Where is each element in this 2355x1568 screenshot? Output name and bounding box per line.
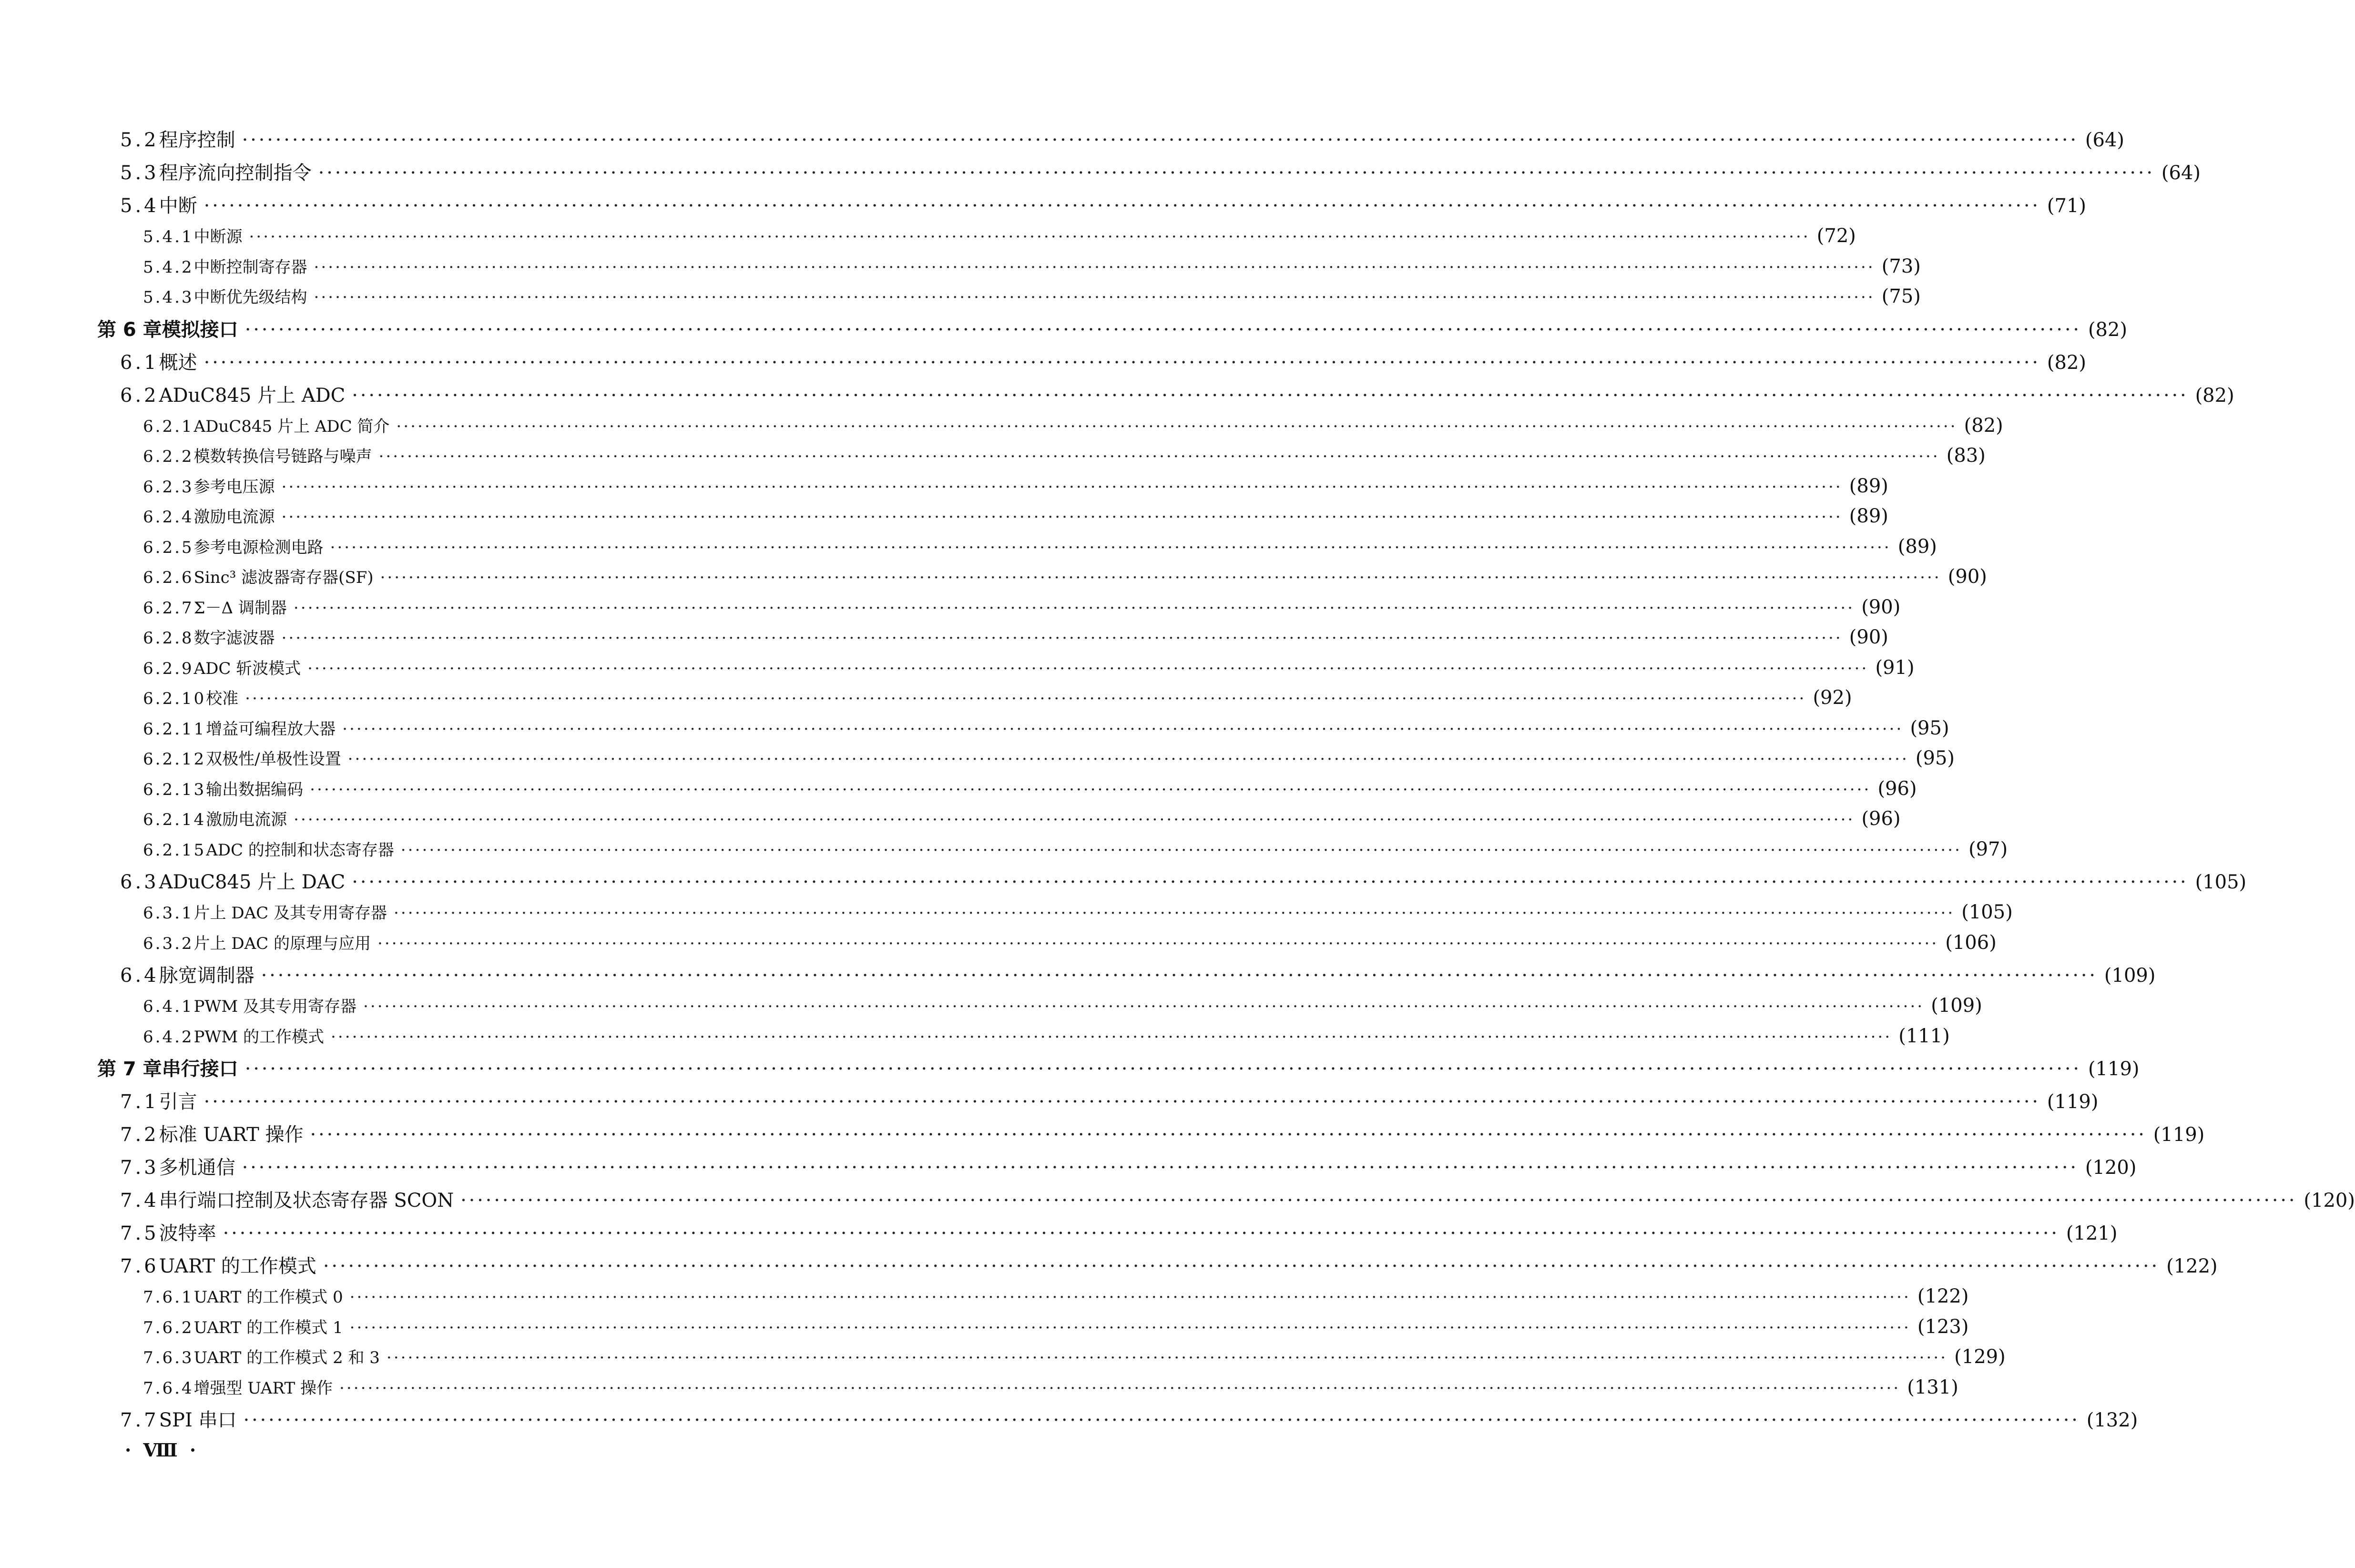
toc-entry-page: (105) — [1961, 901, 2013, 923]
toc-entry-title: 串行接口 — [162, 1058, 238, 1080]
toc-entry-number: 6.3.1 — [143, 904, 194, 923]
toc-entry-number: 6.2.6 — [143, 568, 194, 587]
toc-entry-number: 6.2.15 — [143, 840, 206, 860]
toc-entry-page: (129) — [1954, 1346, 2006, 1368]
toc-subsection-row[interactable] — [0, 1344, 2006, 1375]
toc-leader-dots: ···························································································································································································································· — [330, 538, 1891, 557]
toc-leader-dots: ···························································································································································································································· — [242, 1157, 2079, 1179]
toc-subsection-row[interactable] — [0, 776, 1917, 807]
toc-subsection-row[interactable] — [0, 625, 1888, 655]
toc-entry-title: 参考电源检测电路 — [194, 538, 324, 557]
toc-leader-dots: ···························································································································································································································· — [349, 1288, 1911, 1307]
toc-entry-number: 5.4 — [120, 195, 159, 217]
toc-leader-dots: ···························································································································································································································· — [293, 598, 1855, 618]
toc-leader-dots: ···························································································································································································································· — [245, 689, 1806, 708]
toc-entry-page: (96) — [1877, 777, 1917, 800]
toc-entry-number: 5.2 — [120, 129, 159, 151]
toc-entry-page: (119) — [2047, 1091, 2099, 1113]
toc-leader-dots: ···························································································································································································································· — [243, 1409, 2080, 1431]
toc-entry-title: Sinc³ 滤波器寄存器(SF) — [194, 568, 374, 587]
toc-subsection-row[interactable] — [0, 1375, 1958, 1405]
toc-leader-dots: ···························································································································································································································· — [281, 508, 1843, 527]
toc-entry-number: 7.6.3 — [143, 1348, 194, 1367]
toc-leader-dots: ···························································································································································································································· — [378, 447, 1940, 466]
toc-subsection-row[interactable] — [0, 534, 1937, 565]
toc-leader-dots: ···························································································································································································································· — [386, 1348, 1948, 1367]
toc-entry-page: (119) — [2153, 1124, 2205, 1146]
toc-leader-dots: ···························································································································································································································· — [294, 810, 1855, 829]
toc-leader-dots: ···························································································································································································································· — [339, 1378, 1901, 1398]
toc-subsection-row[interactable] — [0, 746, 1955, 776]
toc-leader-dots: ···························································································································································································································· — [318, 162, 2155, 184]
toc-entry-number: 5.4.1 — [143, 227, 194, 246]
toc-entry-page: (90) — [1861, 596, 1901, 618]
toc-entry-page: (90) — [1849, 626, 1888, 648]
toc-leader-dots: ···························································································································································································································· — [330, 1027, 1892, 1047]
toc-leader-dots: ···························································································································································································································· — [314, 257, 1875, 277]
toc-entry-number: 7.4 — [120, 1190, 159, 1212]
toc-entry-page: (90) — [1947, 566, 1987, 588]
toc-entry-number: 6.2.8 — [143, 629, 194, 648]
toc-section-row[interactable] — [0, 347, 2086, 380]
toc-section-row[interactable] — [0, 380, 2234, 413]
toc-leader-dots: ···························································································································································································································· — [245, 318, 2081, 341]
toc-leader-dots: ···························································································································································································································· — [342, 719, 1904, 739]
toc-entry-page: (64) — [2161, 162, 2201, 184]
toc-subsection-row[interactable] — [0, 443, 1986, 474]
toc-entry-number: 7.6 — [120, 1255, 159, 1277]
toc-leader-dots: ···························································································································································································································· — [310, 1124, 2147, 1146]
toc-entry-title: UART 的工作模式 — [159, 1255, 316, 1277]
toc-entry-number: 6.2.12 — [143, 750, 206, 769]
toc-entry-number: 6.4.2 — [143, 1027, 194, 1047]
toc-entry-page: (95) — [1910, 717, 1949, 739]
toc-section-row[interactable] — [0, 1120, 2205, 1152]
toc-entry-page: (119) — [2088, 1058, 2140, 1080]
toc-entry-title: 输出数据编码 — [206, 780, 304, 799]
toc-entry-number: 6.2.2 — [143, 447, 194, 466]
toc-entry-page: (71) — [2047, 195, 2086, 217]
toc-subsection-row[interactable] — [0, 930, 1997, 961]
toc-entry-page: (64) — [2085, 129, 2124, 151]
toc-leader-dots: ···························································································································································································································· — [377, 934, 1939, 953]
toc-leader-dots: ···························································································································································································································· — [281, 477, 1843, 497]
toc-chapter-row[interactable] — [0, 1054, 2140, 1087]
toc-entry-title: ADuC845 片上 DAC — [159, 871, 346, 893]
toc-subsection-row[interactable] — [0, 1024, 1950, 1054]
toc-entry-page: (109) — [1931, 995, 1982, 1017]
toc-leader-dots: ···························································································································································································································· — [204, 351, 2040, 374]
toc-leader-dots: ···························································································································································································································· — [460, 1190, 2297, 1212]
toc-entry-title: 概述 — [159, 351, 197, 374]
toc-entry-number: 6.2.4 — [143, 508, 194, 527]
toc-entry-title: 模数转换信号链路与噪声 — [194, 447, 372, 466]
toc-subsection-row[interactable] — [0, 254, 1921, 285]
toc-entry-page: (106) — [1945, 931, 1997, 954]
toc-entry-number: 第 7 章 — [97, 1058, 162, 1080]
toc-subsection-row[interactable] — [0, 474, 1888, 504]
toc-leader-dots: ···························································································································································································································· — [261, 965, 2098, 987]
toc-entry-number: 6.2.10 — [143, 689, 206, 708]
toc-entry-number: 6.2.11 — [143, 719, 206, 739]
toc-leader-dots: ···························································································································································································································· — [307, 659, 1869, 678]
toc-entry-title: SPI 串口 — [159, 1409, 237, 1431]
toc-entry-number: 第 6 章 — [97, 318, 162, 341]
toc-entry-number: 7.7 — [120, 1409, 159, 1431]
toc-entry-page: (89) — [1849, 505, 1888, 527]
toc-leader-dots: ···························································································································································································································· — [204, 1091, 2040, 1113]
toc-section-row[interactable] — [0, 1152, 2137, 1185]
toc-entry-number: 6.2.3 — [143, 477, 194, 497]
toc-entry-title: 片上 DAC 的原理与应用 — [194, 934, 371, 953]
toc-entry-title: 程序流向控制指令 — [159, 162, 312, 184]
toc-subsection-row[interactable] — [0, 595, 1901, 625]
page-number: · Ⅷ · — [125, 1439, 199, 1461]
toc-leader-dots: ···························································································································································································································· — [352, 384, 2189, 407]
toc-entry-title: PWM 的工作模式 — [194, 1027, 324, 1047]
toc-leader-dots: ···························································································································································································································· — [281, 629, 1843, 648]
toc-entry-number: 6.2.14 — [143, 810, 206, 829]
toc-leader-dots: ···························································································································································································································· — [314, 288, 1875, 307]
toc-entry-number: 7.6.2 — [143, 1318, 194, 1337]
toc-subsection-row[interactable] — [0, 284, 1921, 315]
toc-entry-page: (82) — [1964, 414, 2003, 437]
toc-section-row[interactable] — [0, 158, 2201, 191]
toc-entry-title: PWM 及其专用寄存器 — [194, 997, 357, 1016]
toc-entry-page: (109) — [2104, 965, 2156, 987]
toc-leader-dots: ···························································································································································································································· — [249, 227, 1810, 246]
toc-leader-dots: ···························································································································································································································· — [363, 997, 1925, 1016]
toc-section-row[interactable] — [0, 1251, 2218, 1284]
toc-entry-title: 激励电流源 — [194, 508, 275, 527]
toc-entry-page: (92) — [1813, 687, 1852, 709]
toc-leader-dots: ···························································································································································································································· — [396, 417, 1957, 436]
toc-entry-number: 7.2 — [120, 1124, 159, 1146]
toc-entry-title: ADC 斩波模式 — [194, 659, 301, 678]
toc-entry-number: 7.1 — [120, 1091, 159, 1113]
toc-entry-title: 中断源 — [194, 227, 243, 246]
toc-entry-number: 6.2.13 — [143, 780, 206, 799]
toc-entry-title: 引言 — [159, 1091, 197, 1113]
toc-entry-title: 串行端口控制及状态寄存器 SCON — [159, 1190, 454, 1212]
toc-entry-number: 6.1 — [120, 351, 159, 374]
toc-entry-title: UART 的工作模式 2 和 3 — [194, 1348, 380, 1367]
toc-entry-title: 脉宽调制器 — [159, 965, 255, 987]
toc-leader-dots: ···························································································································································································································· — [204, 195, 2040, 217]
toc-section-row[interactable] — [0, 1405, 2138, 1438]
toc-entry-page: (131) — [1907, 1376, 1958, 1398]
toc-entry-title: 波特率 — [159, 1222, 216, 1244]
toc-subsection-row[interactable] — [0, 504, 1888, 534]
toc-leader-dots: ···························································································································································································································· — [352, 871, 2189, 893]
toc-entry-title: 模拟接口 — [162, 318, 238, 341]
toc-subsection-row[interactable] — [0, 993, 1982, 1024]
toc-entry-title: 参考电压源 — [194, 477, 275, 497]
toc-entry-title: ADuC845 片上 ADC 简介 — [194, 417, 390, 436]
toc-section-row[interactable] — [0, 960, 2156, 993]
toc-entry-page: (82) — [2195, 384, 2234, 407]
toc-entry-page: (122) — [1917, 1285, 1969, 1307]
toc-entry-title: 多机通信 — [159, 1157, 235, 1179]
toc-entry-page: (121) — [2066, 1222, 2118, 1244]
toc-entry-title: 程序控制 — [159, 129, 235, 151]
toc-entry-number: 6.3.2 — [143, 934, 194, 953]
toc-entry-page: (83) — [1946, 445, 1986, 467]
toc-entry-page: (120) — [2085, 1157, 2137, 1179]
toc-entry-title: ADuC845 片上 ADC — [159, 384, 346, 407]
toc-entry-title: 中断 — [159, 195, 197, 217]
toc-entry-title: 增强型 UART 操作 — [194, 1378, 333, 1398]
table-of-contents — [0, 125, 2355, 1438]
toc-entry-number: 6.4 — [120, 965, 159, 987]
toc-entry-number: 7.6.1 — [143, 1288, 194, 1307]
toc-entry-page: (105) — [2195, 871, 2247, 893]
toc-subsection-row[interactable] — [0, 685, 1852, 716]
toc-subsection-row[interactable] — [0, 900, 2013, 930]
toc-subsection-row[interactable] — [0, 224, 1856, 254]
toc-leader-dots: ···························································································································································································································· — [400, 840, 1962, 860]
toc-entry-title: 激励电流源 — [206, 810, 287, 829]
toc-subsection-row[interactable] — [0, 716, 1949, 746]
toc-entry-number: 7.3 — [120, 1157, 159, 1179]
toc-entry-page: (82) — [2088, 318, 2128, 341]
toc-entry-page: (82) — [2047, 351, 2086, 374]
toc-entry-number: 5.3 — [120, 162, 159, 184]
toc-leader-dots: ···························································································································································································································· — [223, 1222, 2059, 1244]
toc-leader-dots: ···························································································································································································································· — [323, 1255, 2160, 1277]
toc-leader-dots: ···························································································································································································································· — [393, 904, 1955, 923]
toc-entry-title: Σ－Δ 调制器 — [194, 598, 287, 618]
toc-subsection-row[interactable] — [0, 837, 2008, 867]
toc-entry-title: 片上 DAC 及其专用寄存器 — [194, 904, 387, 923]
toc-section-row[interactable] — [0, 867, 2247, 900]
toc-subsection-row[interactable] — [0, 413, 2003, 444]
toc-entry-title: 双极性/单极性设置 — [206, 750, 341, 769]
toc-section-row[interactable] — [0, 1218, 2118, 1251]
toc-chapter-row[interactable] — [0, 315, 2128, 347]
toc-leader-dots: ···························································································································································································································· — [245, 1058, 2081, 1080]
toc-entry-page: (91) — [1875, 656, 1915, 679]
toc-entry-title: 增益可编程放大器 — [206, 719, 336, 739]
toc-entry-page: (73) — [1881, 255, 1921, 277]
toc-section-row[interactable] — [0, 1087, 2099, 1120]
toc-entry-page: (96) — [1861, 808, 1901, 830]
toc-entry-number: 6.2.7 — [143, 598, 194, 618]
toc-entry-title: UART 的工作模式 1 — [194, 1318, 343, 1337]
toc-entry-number: 5.4.3 — [143, 288, 194, 307]
toc-entry-number: 7.6.4 — [143, 1378, 194, 1398]
toc-entry-page: (72) — [1816, 225, 1856, 247]
toc-entry-page: (132) — [2086, 1409, 2138, 1431]
toc-subsection-row[interactable] — [0, 655, 1915, 686]
toc-entry-number: 6.2 — [120, 384, 159, 407]
toc-entry-title: ADC 的控制和状态寄存器 — [206, 840, 394, 860]
toc-entry-page: (122) — [2166, 1255, 2218, 1277]
toc-entry-number: 6.4.1 — [143, 997, 194, 1016]
toc-entry-title: 标准 UART 操作 — [159, 1124, 304, 1146]
toc-entry-title: UART 的工作模式 0 — [194, 1288, 343, 1307]
toc-section-row[interactable] — [0, 1185, 2355, 1218]
toc-leader-dots: ···························································································································································································································· — [349, 1318, 1911, 1337]
toc-entry-page: (95) — [1915, 747, 1955, 769]
toc-subsection-row[interactable] — [0, 1314, 1969, 1345]
toc-entry-page: (89) — [1897, 535, 1937, 558]
toc-entry-page: (75) — [1881, 285, 1921, 307]
toc-entry-title: 校准 — [206, 689, 239, 708]
toc-leader-dots: ···························································································································································································································· — [380, 568, 1941, 587]
toc-entry-title: 数字滤波器 — [194, 629, 275, 648]
toc-entry-number: 6.2.1 — [143, 417, 194, 436]
toc-entry-page: (123) — [1917, 1315, 1969, 1338]
toc-entry-title: 中断控制寄存器 — [194, 257, 307, 277]
toc-section-row[interactable] — [0, 125, 2124, 158]
toc-subsection-row[interactable] — [0, 806, 1901, 837]
toc-entry-number: 6.3 — [120, 871, 159, 893]
toc-entry-page: (89) — [1849, 475, 1888, 497]
toc-entry-number: 6.2.5 — [143, 538, 194, 557]
toc-leader-dots: ···························································································································································································································· — [347, 750, 1909, 769]
toc-section-row[interactable] — [0, 191, 2086, 224]
toc-leader-dots: ···························································································································································································································· — [310, 780, 1871, 799]
toc-entry-number: 5.4.2 — [143, 257, 194, 277]
toc-entry-page: (97) — [1968, 838, 2008, 860]
toc-entry-number: 7.5 — [120, 1222, 159, 1244]
toc-subsection-row[interactable] — [0, 1284, 1969, 1314]
toc-entry-page: (120) — [2304, 1190, 2355, 1212]
toc-entry-title: 中断优先级结构 — [194, 288, 307, 307]
toc-entry-page: (111) — [1898, 1025, 1950, 1047]
toc-leader-dots: ···························································································································································································································· — [242, 129, 2079, 151]
toc-subsection-row[interactable] — [0, 564, 1987, 595]
toc-entry-number: 6.2.9 — [143, 659, 194, 678]
